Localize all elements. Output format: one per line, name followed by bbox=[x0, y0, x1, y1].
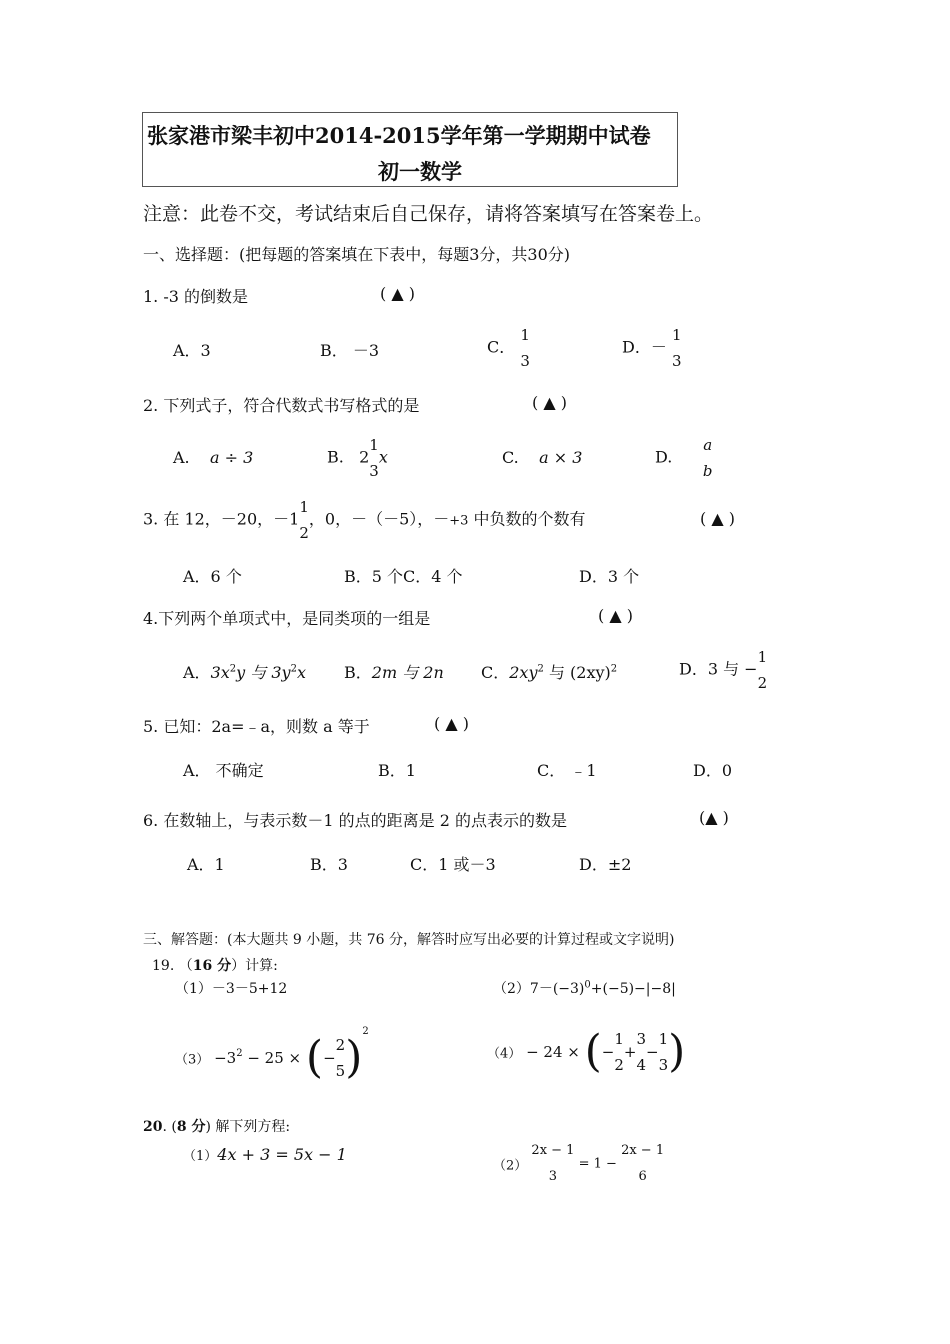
q5-option-d: D．0 bbox=[693, 761, 733, 780]
q3-option-a: A．6 个 bbox=[183, 567, 242, 586]
q19-part-2: $(2)7-(-3)^0+(-5)-|-8|$ bbox=[493, 979, 676, 997]
q1-option-b: B． －3 bbox=[320, 341, 380, 360]
q1-option-d-fraction: 1 3 bbox=[671, 326, 682, 370]
exam-title: 张家港市梁丰初中2014-2015学年第一学期期中试卷 bbox=[147, 123, 651, 148]
question-4-stem: 4.下列两个单项式中，是同类项的一组是 bbox=[143, 609, 431, 628]
question-6-stem: 6. 在数轴上，与表示数－1 的点的距离是 2 的点表示的数是 bbox=[143, 811, 567, 830]
q1-option-d-label: D．－ bbox=[622, 337, 667, 357]
q20-part-2: （2） 2x − 1 3 = 1 − 2x − 1 6 bbox=[493, 1143, 665, 1184]
question-1-mark: ( ▲ ) bbox=[380, 284, 415, 303]
q5-option-a: A． 不确定 bbox=[183, 761, 264, 780]
q6-option-c: C．1 或－3 bbox=[410, 855, 496, 874]
q1-option-c-label: C． bbox=[487, 337, 516, 357]
q2-option-a: A. a ÷ 3 bbox=[173, 448, 254, 467]
q4-option-b: B．2m 与 2n bbox=[344, 663, 444, 682]
question-6-mark: (▲ ) bbox=[699, 808, 729, 827]
q1-option-d bbox=[622, 322, 681, 374]
section-1-heading: 一、选择题：(把每题的答案填在下表中，每题3分，共30分) bbox=[143, 245, 571, 264]
q1-option-c-fraction: 1 3 bbox=[520, 326, 530, 370]
q2-option-c: C. a × 3 bbox=[502, 448, 583, 467]
question-19-heading: 19. （16 分）计算: bbox=[152, 958, 278, 974]
q2-option-d: D. a b bbox=[655, 436, 713, 480]
q19-part-1: （1）－3－5+12 bbox=[175, 981, 288, 997]
q2-option-b: B. 2 1 3 x bbox=[327, 436, 388, 480]
q5-option-c: C． ﹣1 bbox=[537, 761, 597, 780]
q20-part-1: （1）4x + 3 = 5x − 1 bbox=[183, 1145, 347, 1164]
q3-option-bc: B．5 个C．4 个 bbox=[344, 567, 463, 586]
question-3-mark: ( ▲ ) bbox=[700, 509, 735, 528]
section-3-heading: 三、解答题：(本大题共 9 小题，共 76 分，解答时应写出必要的计算过程或文字说明) bbox=[143, 932, 675, 948]
question-5-mark: ( ▲ ) bbox=[434, 714, 469, 733]
q5-option-b: B．1 bbox=[378, 761, 416, 780]
q6-option-b: B．3 bbox=[310, 855, 348, 874]
exam-subtitle: 初一数学 bbox=[378, 159, 462, 184]
q6-option-d: D．±2 bbox=[579, 855, 632, 874]
q1-option-c bbox=[487, 322, 530, 374]
q4-option-d: D．3 与 − 1 2 bbox=[679, 648, 768, 692]
q19-part-4: （4） − 24 × (− 1 2 + 3 4 − 1 3 ) bbox=[487, 1026, 686, 1077]
q4-option-a: A．$3x^2y$ 与 $3y^2x$ bbox=[183, 663, 306, 682]
q6-option-a: A．1 bbox=[187, 855, 225, 874]
question-20-heading: 20. (8 分) 解下列方程: bbox=[143, 1119, 291, 1135]
q3-option-d: D．3 个 bbox=[579, 567, 640, 586]
question-4-mark: ( ▲ ) bbox=[598, 606, 633, 625]
question-2-stem: 2. 下列式子，符合代数式书写格式的是 bbox=[143, 396, 420, 415]
question-1-stem: 1. -3 的倒数是 bbox=[143, 287, 249, 306]
q1-option-a: A．3 bbox=[173, 341, 211, 360]
q19-part-3: $(3) -3^2 - 25$ × (− 2 5 )$^2$ bbox=[175, 1026, 369, 1083]
notice: 注意：此卷不交，考试结束后自己保存，请将答案填写在答案卷上。 bbox=[143, 203, 714, 225]
question-5-stem: 5. 已知：2a=﹣a，则数 a 等于 bbox=[143, 717, 370, 736]
question-2-mark: ( ▲ ) bbox=[532, 393, 567, 412]
q4-option-c: C．$2xy^2$ 与 $(2xy)^2$ bbox=[481, 663, 618, 682]
question-3-stem: 3. 在 12，－20，－1 1 2 ，0，－（－5），－+3 中负数的个数有 bbox=[143, 498, 586, 542]
